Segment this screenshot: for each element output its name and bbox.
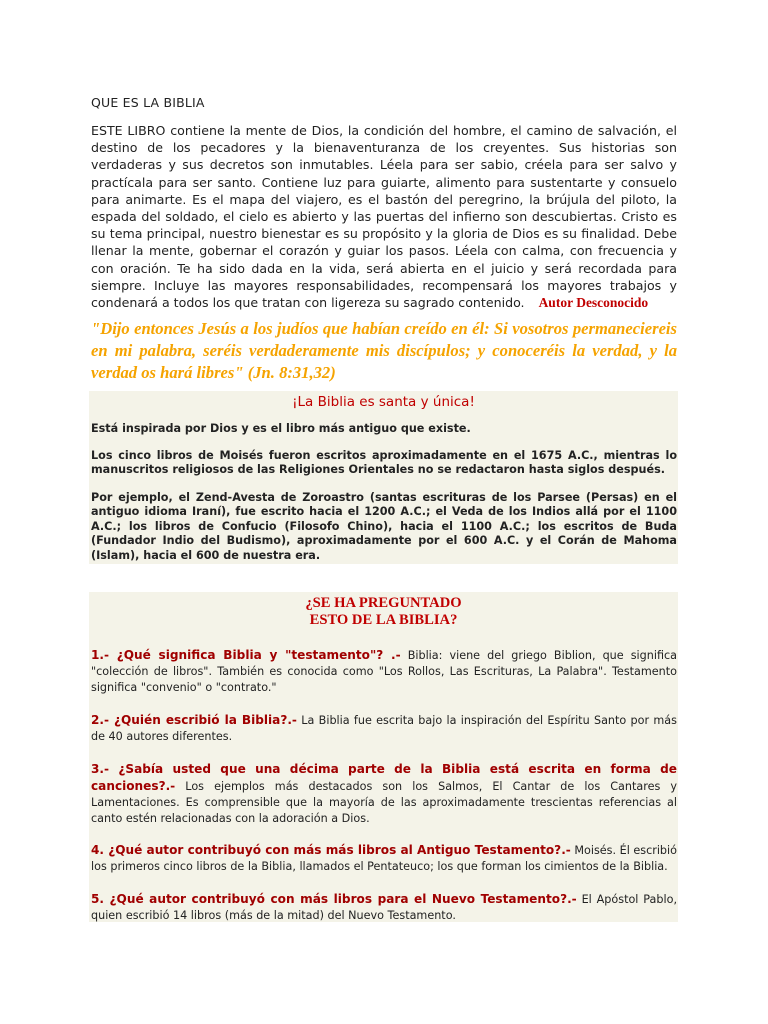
faq-answer-4: Moisés. Él escribió los primeros cinco libros de la Biblia, llamados el Pentateuco; los que forman los cimientos de la Biblia. <box>91 844 677 873</box>
faq-item-4 <box>91 842 677 875</box>
faq-question-3: 3.- ¿Sabía usted que una décima parte de la Biblia está escrita en forma de canciones?.- <box>91 762 677 793</box>
box1-paragraph-1: Está inspirada por Dios y es el libro más antiguo que existe. <box>91 422 471 435</box>
faq-question-1: 1.- ¿Qué significa Biblia y "testamento"? .- <box>91 648 401 662</box>
intro-text: ESTE LIBRO contiene la mente de Dios, la condición del hombre, el camino de salvación, el destino de los pecadores y la bienaventuranza de los creyentes. Sus historias son verdaderas y sus decretos son inmutables. Léela para ser sabio, créela para ser salvo y practícala para ser santo. Contiene luz para guiarte, alimento para sustentarte y consuelo para animarte. Es el mapa del viajero, es el bastón del peregrino, la brújula del piloto, la espada del soldado, el cielo es abierto y las puertas del infierno son descubiertas. Cristo es su tema principal, nuestro bienestar es su propósito y la gloria de Dios es su finalidad. Debe llenar la mente, gobernar el corazón y guiar los pasos. Léela con calma, con frecuencia y con oración. Te ha sido dada en la vida, será abierta en el juicio y será recordada para siempre. Incluye las mayores responsabilidades, recompensará los mayores trabajos y condenará a todos los que tratan con ligereza su sagrado contenido. <box>91 123 677 311</box>
faq-answer-1: Biblia: viene del griego Biblion, que significa "colección de libros". También es conocida como "Los Rollos, Las Escrituras, La Palabra". Testamento significa "convenio" o "contrato." <box>91 649 677 694</box>
box1-paragraph-3: Por ejemplo, el Zend-Avesta de Zoroastro (santas escrituras de los Parsee (Persas) en el antiguo idioma Iraní), fue escrito hacia el 1200 A.C.; el Veda de los Indios allá por el 1100 A.C.; los libros de Confucio (Filosofo Chino), hacia el 1100 A.C.; los escritos de Buda (Fundador Indio del Budismo), aproximadamente por el 600 A.C. y el Corán de Mahoma (Islam), hacia el 600 de nuestra era. <box>91 491 677 562</box>
faq-item-1 <box>91 647 677 696</box>
holy-unique-box <box>89 391 678 564</box>
faq-heading-line-1: ¿SE HA PREGUNTADO <box>305 595 462 611</box>
page-title: QUE ES LA BIBLIA <box>91 95 205 110</box>
faq-question-5: 5. ¿Qué autor contribuyó con más libros para el Nuevo Testamento?.- <box>91 892 577 906</box>
faq-answer-3: Los ejemplos más destacados son los Salmos, El Cantar de los Cantares y Lamentaciones. Es comprensible que la mayoría de las aproximadamente trescientas referencias al canto estén relacionadas con la adoración a Dios. <box>91 780 677 825</box>
faq-heading <box>89 595 678 629</box>
faq-question-4: 4. ¿Qué autor contribuyó con más más libros al Antiguo Testamento?.- <box>91 843 571 857</box>
faq-item-5 <box>91 891 677 924</box>
faq-heading-line-2: ESTO DE LA BIBLIA? <box>309 612 458 628</box>
faq-answer-2: La Biblia fue escrita bajo la inspiración del Espíritu Santo por más de 40 autores diferentes. <box>91 714 677 743</box>
faq-question-2: 2.- ¿Quién escribió la Biblia?.- <box>91 713 297 727</box>
box1-paragraph-2: Los cinco libros de Moisés fueron escritos aproximadamente en el 1675 A.C., mientras lo manuscritos religiosos de las Religiones Orientales no se redactaron hasta siglos después. <box>91 449 677 477</box>
bible-quote: "Dijo entonces Jesús a los judíos que habían creído en él: Si vosotros permaneciereis en mi palabra, seréis verdaderamente mis discípulos; y conoceréis la verdad, y la verdad os hará libres" (Jn. 8:31,32) <box>91 319 677 382</box>
intro-author: Autor Desconocido <box>538 295 649 311</box>
intro-paragraph <box>91 122 677 311</box>
faq-box <box>89 592 678 922</box>
faq-item-3 <box>91 761 677 827</box>
holy-unique-heading: ¡La Biblia es santa y única! <box>292 394 475 410</box>
faq-item-2 <box>91 712 677 745</box>
faq-answer-5: El Apóstol Pablo, quien escribió 14 libros (más de la mitad) del Nuevo Testamento. <box>91 893 678 922</box>
